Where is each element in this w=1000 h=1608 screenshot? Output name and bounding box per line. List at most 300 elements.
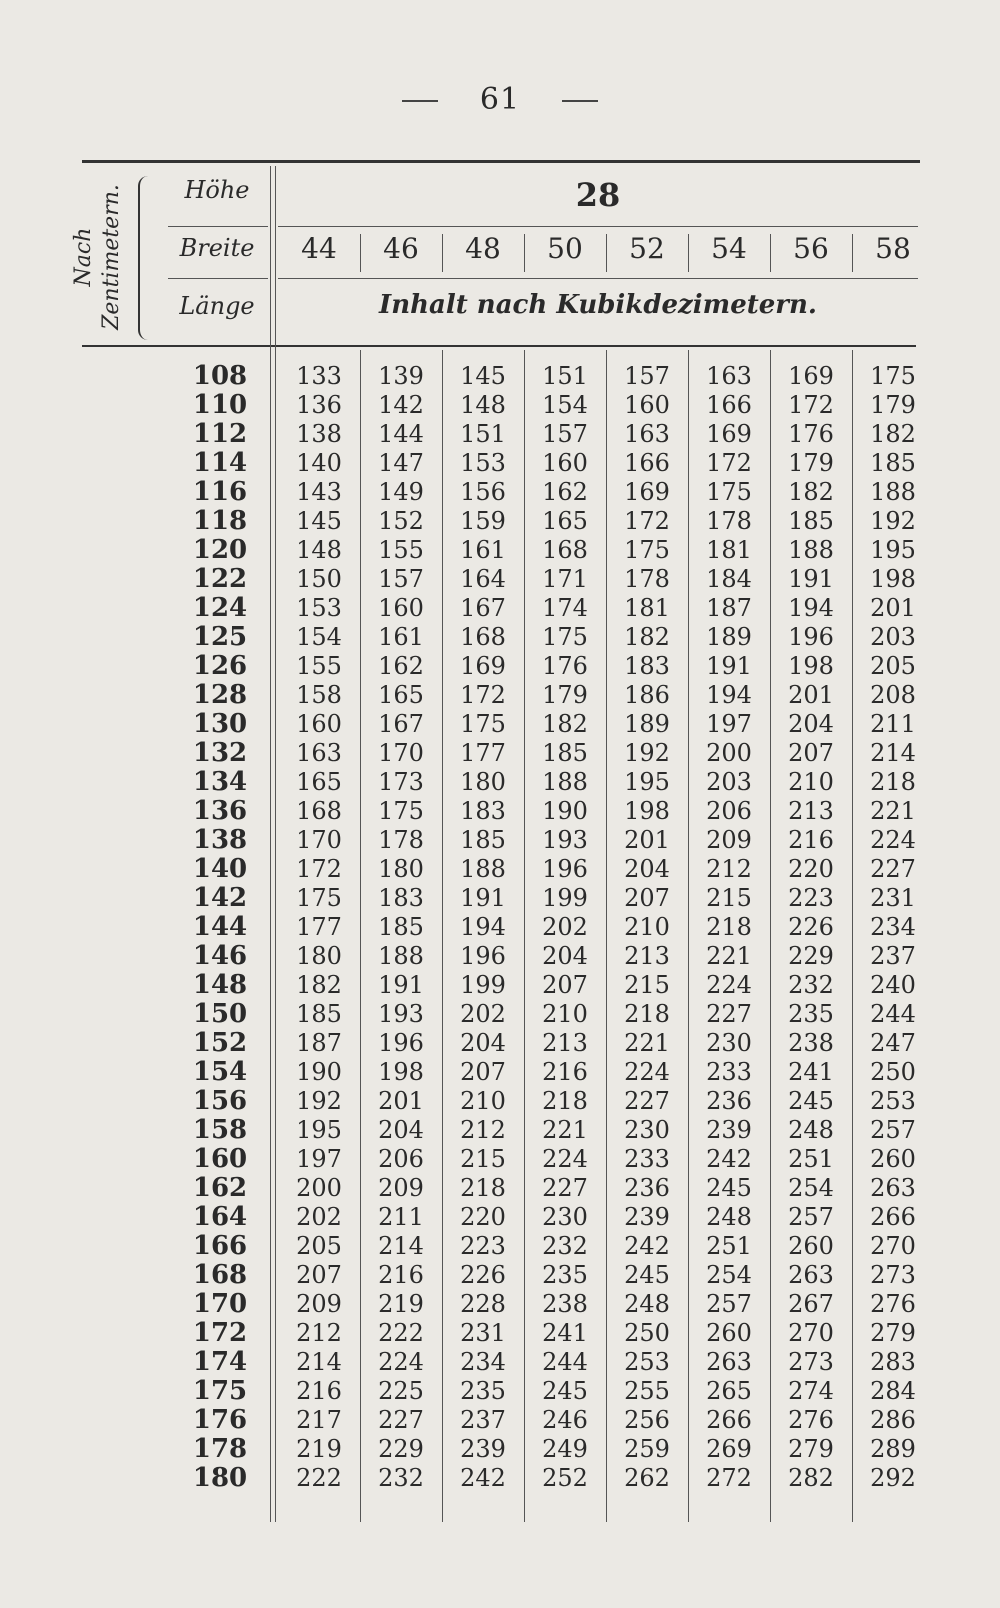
volume-cell: 213 [788,797,834,825]
volume-cell: 202 [542,913,588,941]
left-dash [402,100,438,102]
label-divider-1 [168,226,268,227]
volume-cell: 145 [296,507,342,535]
volume-cell: 165 [296,768,342,796]
laenge-value: 150 [192,999,248,1029]
volume-cell: 170 [296,826,342,854]
side-label-line1: Nach [71,227,96,287]
volume-cell: 191 [788,565,834,593]
volume-cell: 284 [870,1377,916,1405]
volume-cell: 138 [296,420,342,448]
volume-cell: 167 [460,594,506,622]
volume-cell: 276 [788,1406,834,1434]
volume-cell: 198 [378,1058,424,1086]
volume-cell: 178 [378,826,424,854]
volume-cell: 183 [460,797,506,825]
volume-cell: 201 [870,594,916,622]
volume-cell: 191 [378,971,424,999]
volume-cell: 185 [296,1000,342,1028]
volume-cell: 231 [870,884,916,912]
laenge-value: 160 [192,1144,248,1174]
volume-cell: 168 [542,536,588,564]
volume-cell: 216 [296,1377,342,1405]
laenge-value: 170 [192,1289,248,1319]
volume-cell: 218 [706,913,752,941]
volume-cell: 196 [788,623,834,651]
label-divider-2 [168,278,268,279]
volume-cell: 192 [296,1087,342,1115]
volume-cell: 227 [378,1406,424,1434]
volume-cell: 207 [460,1058,506,1086]
volume-cell: 151 [542,362,588,390]
inhalt-label: Inhalt nach Kubikdezimetern. [379,290,817,320]
header-column-divider [606,234,607,272]
laenge-value: 176 [192,1405,248,1435]
volume-cell: 142 [378,391,424,419]
laenge-value: 152 [192,1028,248,1058]
volume-cell: 188 [378,942,424,970]
volume-cell: 227 [542,1174,588,1202]
volume-cell: 221 [870,797,916,825]
volume-cell: 213 [542,1029,588,1057]
volume-cell: 185 [542,739,588,767]
volume-cell: 152 [378,507,424,535]
volume-cell: 190 [296,1058,342,1086]
volume-cell: 244 [542,1348,588,1376]
volume-cell: 245 [788,1087,834,1115]
volume-cell: 153 [460,449,506,477]
volume-cell: 210 [624,913,670,941]
volume-cell: 184 [706,565,752,593]
volume-cell: 210 [460,1087,506,1115]
volume-cell: 234 [460,1348,506,1376]
volume-cell: 238 [542,1290,588,1318]
volume-cell: 182 [624,623,670,651]
volume-cell: 177 [296,913,342,941]
volume-cell: 235 [542,1261,588,1289]
volume-cell: 175 [706,478,752,506]
volume-cell: 218 [542,1087,588,1115]
header-column-divider [360,234,361,272]
laenge-value: 175 [192,1376,248,1406]
volume-cell: 263 [706,1348,752,1376]
volume-cell: 149 [378,478,424,506]
breite-value: 44 [301,232,337,265]
volume-cell: 248 [788,1116,834,1144]
volume-cell: 206 [706,797,752,825]
volume-cell: 270 [870,1232,916,1260]
volume-cell: 260 [870,1145,916,1173]
volume-cell: 200 [706,739,752,767]
volume-cell: 191 [460,884,506,912]
volume-cell: 154 [296,623,342,651]
volume-cell: 160 [624,391,670,419]
volume-cell: 175 [870,362,916,390]
volume-cell: 195 [870,536,916,564]
volume-cell: 139 [378,362,424,390]
volume-cell: 211 [378,1203,424,1231]
volume-cell: 162 [542,478,588,506]
volume-cell: 192 [624,739,670,767]
volume-cell: 151 [460,420,506,448]
volume-cell: 182 [542,710,588,738]
volume-cell: 245 [624,1261,670,1289]
volume-cell: 269 [706,1435,752,1463]
volume-cell: 180 [296,942,342,970]
volume-cell: 160 [296,710,342,738]
volume-cell: 197 [296,1145,342,1173]
volume-cell: 187 [706,594,752,622]
volume-cell: 279 [870,1319,916,1347]
volume-cell: 292 [870,1464,916,1492]
breite-value: 58 [875,232,911,265]
volume-cell: 175 [460,710,506,738]
volume-cell: 179 [542,681,588,709]
volume-cell: 198 [788,652,834,680]
laenge-value: 156 [192,1086,248,1116]
volume-cell: 213 [624,942,670,970]
volume-cell: 177 [460,739,506,767]
volume-cell: 215 [706,884,752,912]
volume-cell: 156 [460,478,506,506]
volume-cell: 166 [624,449,670,477]
volume-cell: 163 [706,362,752,390]
header-column-divider [524,234,525,272]
volume-cell: 226 [788,913,834,941]
volume-cell: 207 [296,1261,342,1289]
page-number [0,82,1000,117]
volume-cell: 234 [870,913,916,941]
header-divider-1 [278,226,918,227]
volume-cell: 161 [460,536,506,564]
breite-value: 54 [711,232,747,265]
volume-cell: 217 [296,1406,342,1434]
volume-cell: 201 [624,826,670,854]
volume-cell: 195 [624,768,670,796]
volume-cell: 252 [542,1464,588,1492]
laenge-value: 138 [192,825,248,855]
volume-cell: 233 [624,1145,670,1173]
volume-cell: 286 [870,1406,916,1434]
volume-cell: 224 [870,826,916,854]
volume-cell: 265 [706,1377,752,1405]
volume-cell: 219 [296,1435,342,1463]
volume-cell: 205 [870,652,916,680]
volume-cell: 198 [870,565,916,593]
volume-cell: 279 [788,1435,834,1463]
volume-cell: 144 [378,420,424,448]
volume-cell: 218 [870,768,916,796]
volume-cell: 198 [624,797,670,825]
volume-cell: 205 [296,1232,342,1260]
volume-cell: 178 [706,507,752,535]
volume-column [524,362,606,1493]
volume-cell: 244 [870,1000,916,1028]
laenge-value: 136 [192,796,248,826]
volume-cell: 193 [542,826,588,854]
header-column-divider [688,234,689,272]
header-column-divider [770,234,771,272]
volume-cell: 191 [706,652,752,680]
volume-cell: 236 [624,1174,670,1202]
volume-column [606,362,688,1493]
volume-cell: 282 [788,1464,834,1492]
volume-cell: 195 [296,1116,342,1144]
volume-cell: 218 [460,1174,506,1202]
volume-cell: 164 [460,565,506,593]
volume-cell: 238 [788,1029,834,1057]
volume-cell: 216 [378,1261,424,1289]
laenge-value: 132 [192,738,248,768]
volume-cell: 221 [542,1116,588,1144]
volume-cell: 166 [706,391,752,419]
volume-cell: 224 [706,971,752,999]
volume-cell: 185 [870,449,916,477]
volume-cell: 181 [624,594,670,622]
laenge-value: 172 [192,1318,248,1348]
volume-cell: 169 [624,478,670,506]
volume-cell: 154 [542,391,588,419]
volume-cell: 186 [624,681,670,709]
volume-cell: 192 [870,507,916,535]
laenge-value: 108 [192,361,248,391]
volume-cell: 239 [460,1435,506,1463]
volume-cell: 147 [378,449,424,477]
volume-cell: 194 [706,681,752,709]
laenge-value: 140 [192,854,248,884]
volume-cell: 239 [624,1203,670,1231]
volume-cell: 221 [624,1029,670,1057]
volume-cell: 215 [460,1145,506,1173]
laenge-value: 180 [192,1463,248,1493]
volume-cell: 224 [378,1348,424,1376]
volume-cell: 227 [624,1087,670,1115]
volume-cell: 220 [788,855,834,883]
volume-cell: 179 [870,391,916,419]
volume-cell: 193 [378,1000,424,1028]
volume-cell: 232 [378,1464,424,1492]
laenge-value: 130 [192,709,248,739]
laenge-value: 116 [192,477,248,507]
volume-cell: 199 [460,971,506,999]
height-value: 28 [575,176,621,214]
table-top-rule [82,160,920,163]
volume-cell: 242 [706,1145,752,1173]
volume-cell: 230 [542,1203,588,1231]
volume-cell: 248 [706,1203,752,1231]
volume-cell: 266 [870,1203,916,1231]
volume-cell: 157 [542,420,588,448]
laenge-value: 124 [192,593,248,623]
volume-cell: 201 [378,1087,424,1115]
volume-cell: 169 [788,362,834,390]
laenge-value: 112 [192,419,248,449]
side-label-line2: Zentimetern. [99,184,124,330]
breite-value: 50 [547,232,583,265]
volume-column [360,362,442,1493]
volume-cell: 251 [788,1145,834,1173]
label-breite: Breite [179,234,255,262]
volume-cell: 283 [870,1348,916,1376]
volume-column [442,362,524,1493]
volume-cell: 185 [788,507,834,535]
volume-cell: 210 [788,768,834,796]
volume-cell: 171 [542,565,588,593]
volume-cell: 221 [706,942,752,970]
volume-cell: 223 [460,1232,506,1260]
volume-cell: 204 [788,710,834,738]
volume-cell: 245 [542,1377,588,1405]
volume-cell: 197 [706,710,752,738]
volume-cell: 172 [460,681,506,709]
header-column-divider [852,234,853,272]
volume-cell: 215 [624,971,670,999]
volume-cell: 248 [624,1290,670,1318]
volume-cell: 168 [296,797,342,825]
laenge-value: 174 [192,1347,248,1377]
breite-value: 48 [465,232,501,265]
volume-cell: 181 [706,536,752,564]
volume-cell: 229 [788,942,834,970]
volume-cell: 175 [624,536,670,564]
volume-cell: 240 [870,971,916,999]
volume-cell: 273 [788,1348,834,1376]
volume-cell: 160 [542,449,588,477]
volume-cell: 200 [296,1174,342,1202]
volume-cell: 204 [624,855,670,883]
volume-cell: 207 [624,884,670,912]
label-laenge: Länge [179,292,255,320]
volume-cell: 194 [788,594,834,622]
volume-cell: 253 [870,1087,916,1115]
volume-cell: 239 [706,1116,752,1144]
label-hoehe: Höhe [184,176,250,204]
laenge-value: 122 [192,564,248,594]
volume-cell: 167 [378,710,424,738]
volume-cell: 241 [788,1058,834,1086]
volume-cell: 182 [296,971,342,999]
volume-cell: 263 [788,1261,834,1289]
volume-cell: 212 [460,1116,506,1144]
volume-cell: 209 [706,826,752,854]
volume-cell: 233 [706,1058,752,1086]
laenge-value: 148 [192,970,248,1000]
volume-cell: 250 [870,1058,916,1086]
volume-cell: 214 [870,739,916,767]
laenge-column [170,362,270,1493]
volume-cell: 185 [378,913,424,941]
volume-cell: 218 [624,1000,670,1028]
breite-value: 52 [629,232,665,265]
volume-column [688,362,770,1493]
volume-cell: 209 [296,1290,342,1318]
volume-cell: 227 [870,855,916,883]
volume-cell: 225 [378,1377,424,1405]
volume-cell: 208 [870,681,916,709]
laenge-value: 144 [192,912,248,942]
laenge-value: 126 [192,651,248,681]
volume-cell: 232 [788,971,834,999]
volume-cell: 153 [296,594,342,622]
volume-cell: 273 [870,1261,916,1289]
volume-cell: 150 [296,565,342,593]
volume-cell: 196 [378,1029,424,1057]
volume-cell: 199 [542,884,588,912]
volume-cell: 196 [460,942,506,970]
volume-cell: 227 [706,1000,752,1028]
volume-cell: 202 [296,1203,342,1231]
volume-cell: 207 [788,739,834,767]
volume-cell: 260 [706,1319,752,1347]
volume-cell: 254 [706,1261,752,1289]
volume-cell: 188 [870,478,916,506]
volume-cell: 188 [542,768,588,796]
volume-cell: 266 [706,1406,752,1434]
volume-cell: 175 [378,797,424,825]
volume-cell: 274 [788,1377,834,1405]
volume-cell: 176 [542,652,588,680]
volume-cell: 251 [706,1232,752,1260]
brace [138,176,152,340]
volume-cell: 209 [378,1174,424,1202]
volume-cell: 189 [624,710,670,738]
volume-cell: 190 [542,797,588,825]
volume-cell: 163 [296,739,342,767]
volume-cell: 247 [870,1029,916,1057]
volume-cell: 169 [706,420,752,448]
volume-cell: 250 [624,1319,670,1347]
volume-cell: 148 [460,391,506,419]
volume-cell: 262 [624,1464,670,1492]
volume-cell: 270 [788,1319,834,1347]
volume-cell: 260 [788,1232,834,1260]
volume-cell: 161 [378,623,424,651]
volume-cell: 172 [706,449,752,477]
volume-cell: 183 [624,652,670,680]
volume-cell: 242 [460,1464,506,1492]
volume-cell: 246 [542,1406,588,1434]
header-bottom-rule [82,345,916,347]
volume-cell: 222 [296,1464,342,1492]
laenge-value: 168 [192,1260,248,1290]
volume-cell: 259 [624,1435,670,1463]
volume-cell: 257 [788,1203,834,1231]
volume-cell: 172 [624,507,670,535]
volume-cell: 179 [788,449,834,477]
volume-cell: 201 [788,681,834,709]
volume-cell: 204 [460,1029,506,1057]
volume-cell: 231 [460,1319,506,1347]
volume-cell: 136 [296,391,342,419]
volume-cell: 157 [378,565,424,593]
volume-cell: 228 [460,1290,506,1318]
volume-cell: 133 [296,362,342,390]
laenge-value: 118 [192,506,248,536]
volume-cell: 235 [460,1377,506,1405]
volume-cell: 160 [378,594,424,622]
volume-cell: 235 [788,1000,834,1028]
volume-cell: 143 [296,478,342,506]
volume-cell: 168 [460,623,506,651]
volume-cell: 257 [706,1290,752,1318]
volume-cell: 232 [542,1232,588,1260]
volume-cell: 162 [378,652,424,680]
right-dash [562,100,598,102]
volume-cell: 180 [460,768,506,796]
volume-cell: 267 [788,1290,834,1318]
volume-cell: 173 [378,768,424,796]
volume-cell: 206 [378,1145,424,1173]
